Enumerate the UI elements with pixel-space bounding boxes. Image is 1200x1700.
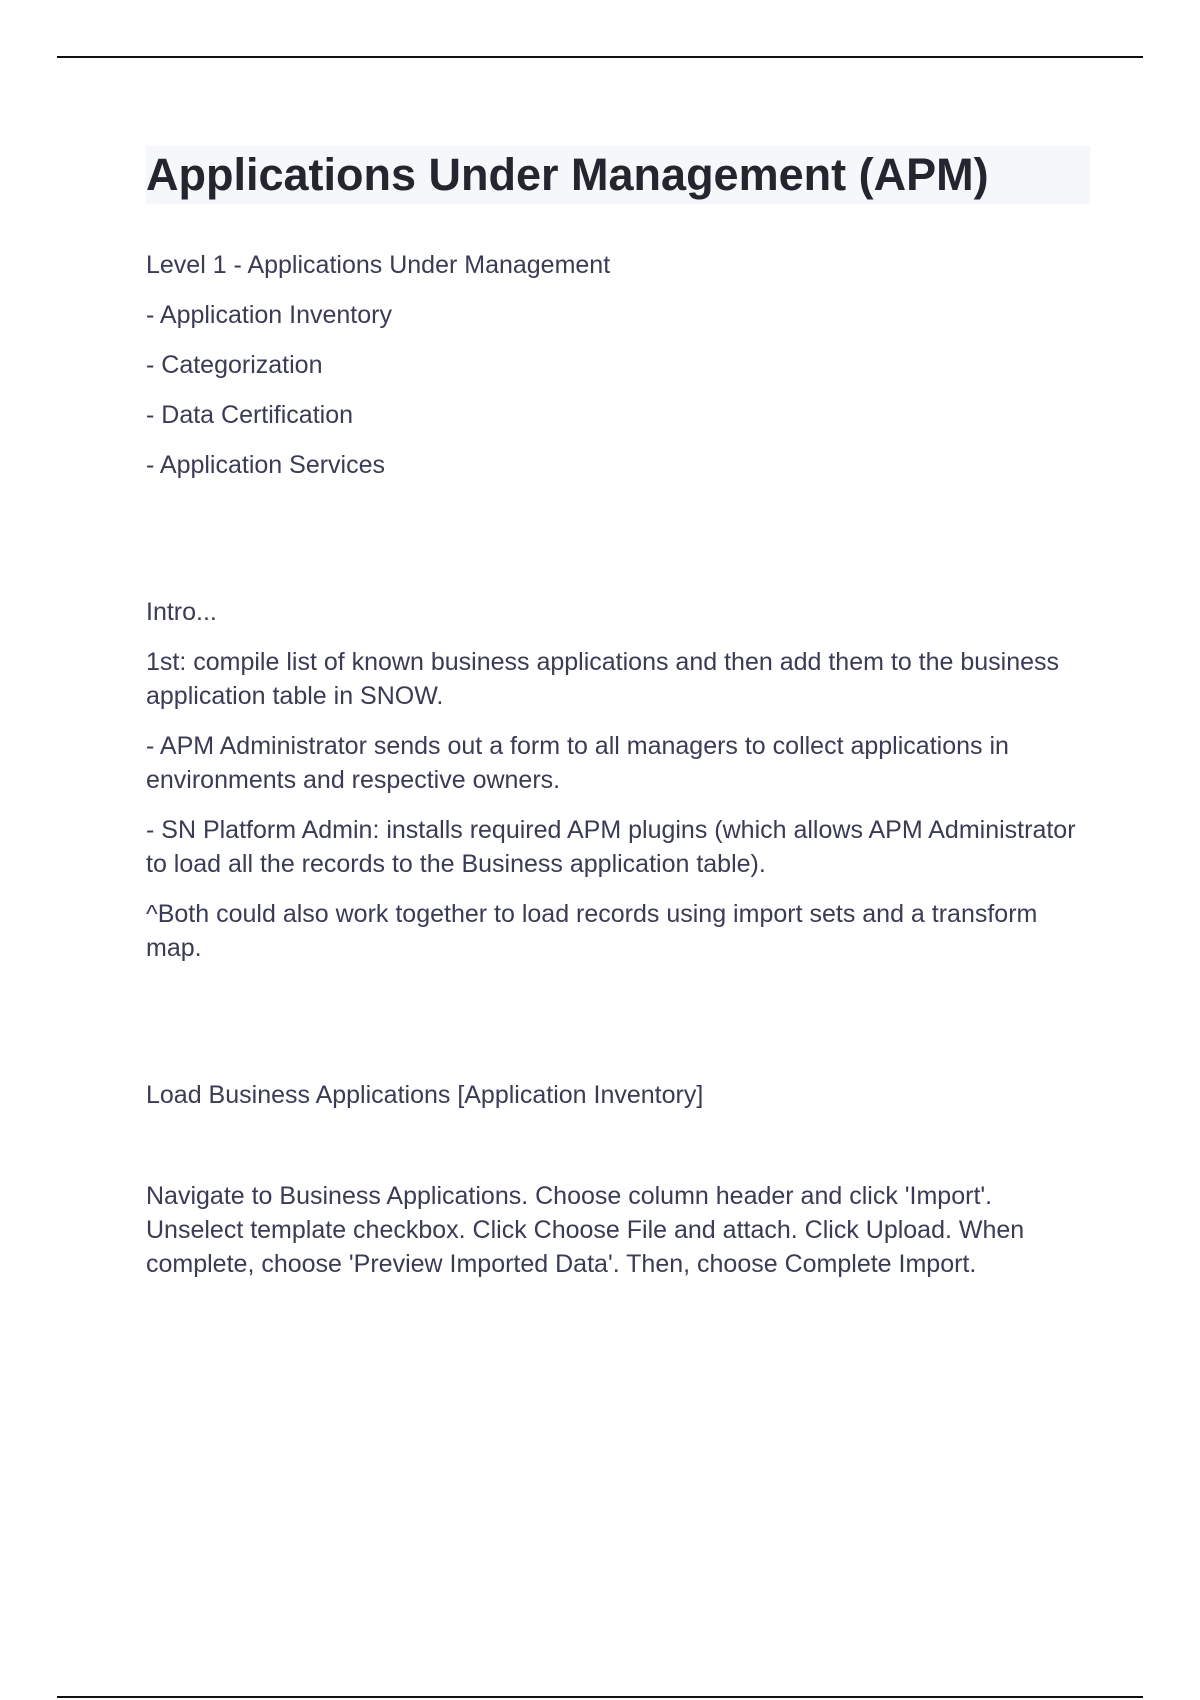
intro-paragraph-import-sets: ^Both could also work together to load records using import sets and a transform map. (146, 900, 1038, 962)
top-rule (57, 56, 1143, 58)
level-item-inventory: - Application Inventory (146, 301, 392, 329)
level-item-categorization: - Categorization (146, 351, 323, 379)
intro-heading: Intro... (146, 598, 217, 626)
intro-paragraph-compile: 1st: compile list of known business applications and then add them to the business application table in SNOW. (146, 648, 1060, 710)
level-heading: Level 1 - Applications Under Management (146, 251, 611, 279)
load-paragraph: Navigate to Business Applications. Choose column header and click 'Import'. Unselect template checkbox. Click Choose File and attach. Click Upload. When complete, choose 'Preview Imported Data'. Then, choose Complete Import. (146, 1182, 1025, 1278)
level-item-certification: - Data Certification (146, 401, 354, 429)
document-title: Applications Under Management (APM) (146, 146, 1090, 204)
bottom-rule (57, 1696, 1143, 1698)
intro-paragraph-plugins: - SN Platform Admin: installs required APM plugins (which allows APM Administrator to load all the records to the Business application table). (146, 816, 1076, 878)
level-item-services: - Application Services (146, 451, 386, 479)
document-body (146, 146, 1090, 1281)
intro-paragraph-form: - APM Administrator sends out a form to all managers to collect applications in environments and respective owners. (146, 732, 1009, 794)
level-section (146, 248, 1090, 482)
intro-section (146, 595, 1090, 965)
load-section (146, 1078, 1090, 1281)
load-heading: Load Business Applications [Application Inventory] (146, 1081, 704, 1109)
